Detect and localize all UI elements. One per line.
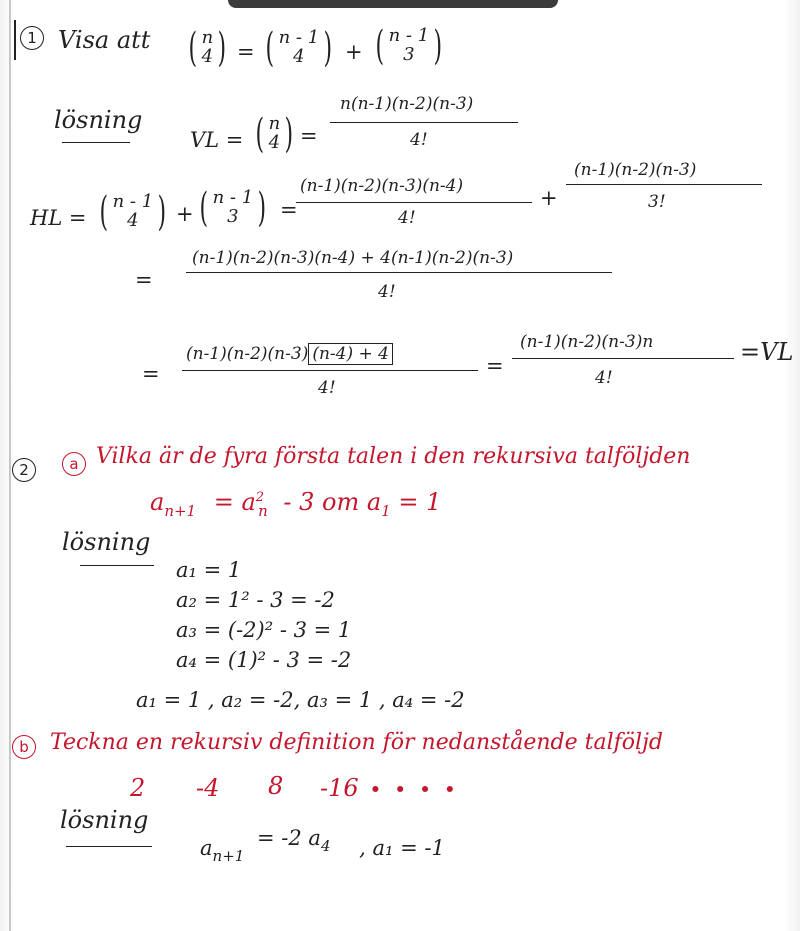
equals-sign: =	[237, 40, 255, 64]
part-b-badge: b	[12, 735, 36, 759]
sequence-term: -16	[320, 774, 359, 802]
page-edge	[9, 0, 11, 931]
sequence-step: a₄ = (1)² - 3 = -2	[176, 648, 352, 672]
top-device-edge	[228, 0, 558, 8]
problem-title: Visa att	[58, 26, 151, 54]
recursion-definition: $a_{n+1} = a^2_n - 3$ om $a_1 = 1$	[150, 488, 442, 520]
plus-sign: +	[176, 202, 194, 226]
sequence-step: a₃ = (-2)² - 3 = 1	[176, 618, 352, 642]
step3-numerator-right: (n-1)(n-2)(n-3)n	[520, 332, 654, 352]
equals-sign: =	[135, 268, 153, 292]
part-b-question: Teckna en rekursiv definition för nedanstående talföljd	[50, 730, 663, 755]
binomial-hl-1: ( n - 1 4 )	[99, 189, 167, 235]
boxed-factor: (n-4) + 4	[308, 343, 393, 365]
equals-sign: =	[486, 354, 504, 378]
recursive-definition: $a_{n+1} = -2$ $a_4$ , a₁ = -1	[200, 826, 445, 865]
solution-underline	[66, 846, 152, 847]
vl-numerator: n(n-1)(n-2)(n-3)	[340, 94, 474, 114]
plus-sign: +	[540, 186, 558, 210]
solution-underline	[80, 565, 154, 566]
step3-numerator-left: (n-1)(n-2)(n-3) (n-4) + 4	[186, 346, 393, 363]
equals-sign: =	[280, 198, 298, 222]
equals-vl: =VL	[740, 338, 794, 366]
solution-label: lösning	[60, 806, 149, 834]
sequence-term: -4	[196, 774, 220, 802]
equals-sign: =	[300, 124, 318, 148]
step2-numerator: (n-1)(n-2)(n-3)(n-4) + 4(n-1)(n-2)(n-3)	[192, 248, 514, 268]
step2-denominator: 4!	[378, 282, 396, 302]
problem-number-badge: 2	[12, 458, 36, 482]
sequence-step: a₁ = 1	[176, 558, 242, 582]
hl-fraction2-denominator: 3!	[648, 192, 666, 212]
hl-fraction1-denominator: 4!	[398, 208, 416, 228]
solution-label: lösning	[62, 528, 151, 556]
fraction-bar	[330, 122, 518, 123]
hl-fraction1-numerator: (n-1)(n-2)(n-3)(n-4)	[300, 176, 464, 196]
binomial-hl-2: ( n - 1 3 )	[199, 185, 267, 231]
binomial-n-1-4: ( n - 1 4 )	[265, 25, 333, 71]
fraction-bar	[186, 272, 612, 273]
problem-number-badge: 1	[20, 26, 44, 50]
solution-label: lösning	[54, 106, 143, 134]
step3-denominator: 4!	[318, 378, 336, 398]
fraction-bar	[566, 184, 762, 185]
part-a-question: Vilka är de fyra första talen i den rekursiva talföljden	[96, 444, 691, 469]
hl-label: HL =	[30, 206, 87, 230]
fraction-bar	[182, 370, 478, 371]
binomial-n-4: ( n 4 )	[188, 25, 227, 71]
equals-sign: =	[142, 362, 160, 386]
solution-underline	[62, 142, 130, 143]
fraction-bar	[512, 358, 734, 359]
sequence-ellipsis: • • • •	[370, 780, 460, 800]
vl-label: VL =	[190, 128, 244, 152]
sequence-step: a₂ = 1² - 3 = -2	[176, 588, 335, 612]
vl-denominator: 4!	[410, 130, 428, 150]
plus-sign: +	[345, 40, 363, 64]
sequence-summary: a₁ = 1 , a₂ = -2, a₃ = 1 , a₄ = -2	[136, 688, 465, 712]
hl-fraction2-numerator: (n-1)(n-2)(n-3)	[574, 160, 697, 180]
binomial-n-1-3: ( n - 1 3 )	[375, 23, 443, 69]
margin-line	[14, 20, 16, 60]
sequence-term: 2	[130, 774, 146, 802]
binomial-vl: ( n 4 )	[255, 111, 294, 157]
fraction-bar	[296, 202, 532, 203]
part-a-badge: a	[62, 452, 86, 476]
sequence-term: 8	[268, 772, 284, 800]
step3-denominator-right: 4!	[595, 368, 613, 388]
